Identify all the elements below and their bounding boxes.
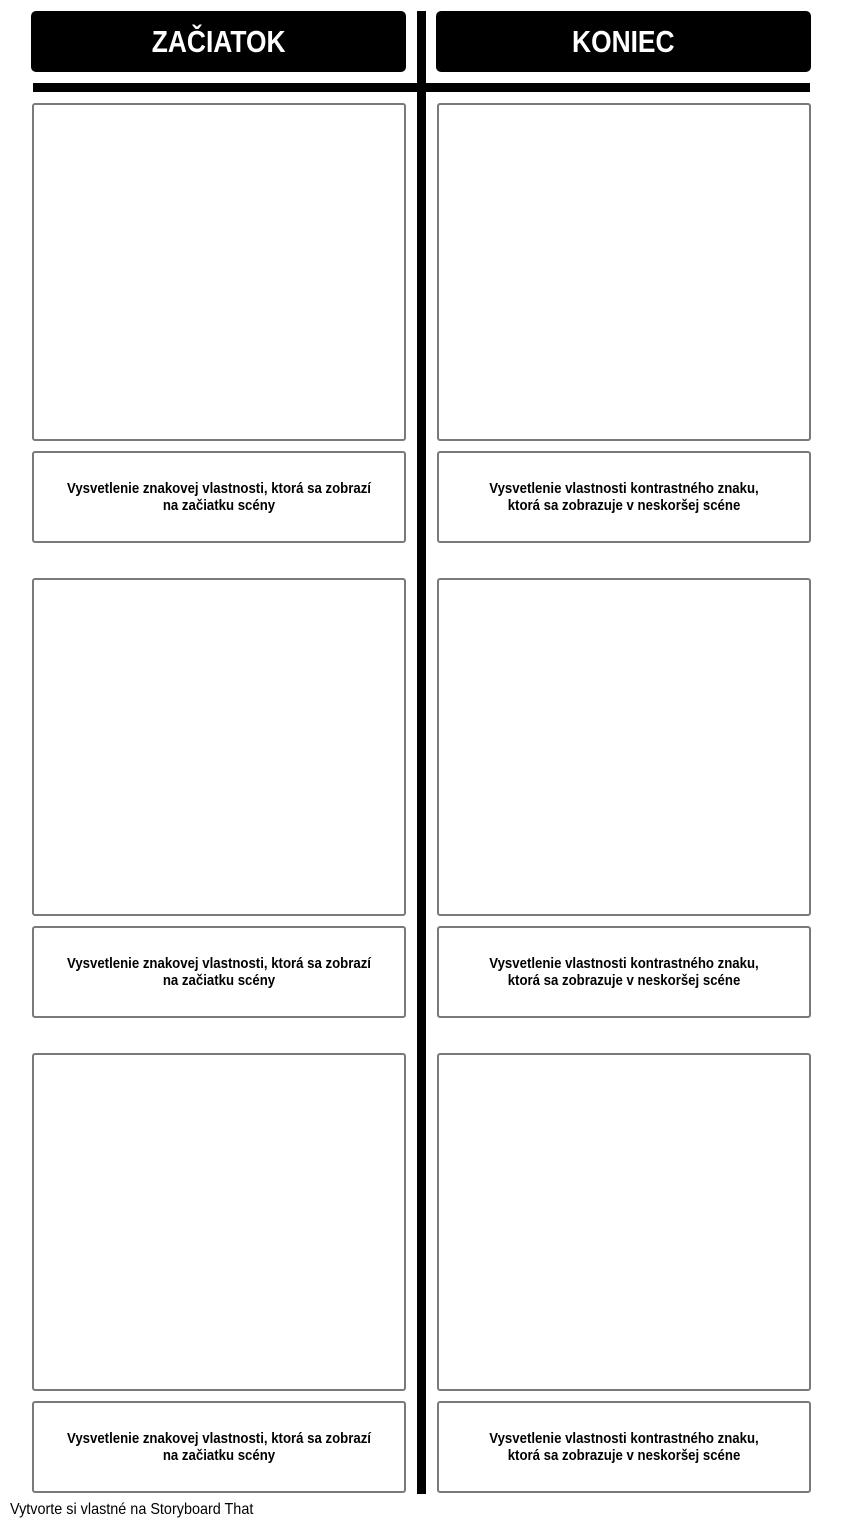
column-header-end-label: KONIEC <box>572 23 675 59</box>
storyboard-cell-end-2[interactable] <box>437 578 811 916</box>
description-box-beginning-2[interactable] <box>32 926 406 1018</box>
column-header-beginning <box>31 11 406 72</box>
vertical-divider <box>417 11 426 1494</box>
description-box-end-2[interactable] <box>437 926 811 1018</box>
storyboard-cell-beginning-2[interactable] <box>32 578 406 916</box>
description-text: Vysvetlenie znakovej vlastnosti, ktorá sa zobrazí na začiatku scény <box>67 480 371 514</box>
description-text: Vysvetlenie vlastnosti kontrastného znaku, ktorá sa zobrazuje v neskoršej scéne <box>489 955 759 989</box>
description-text: Vysvetlenie vlastnosti kontrastného znaku, ktorá sa zobrazuje v neskoršej scéne <box>489 480 759 514</box>
storyboard-cell-beginning-1[interactable] <box>32 103 406 441</box>
footer-credit: Vytvorte si vlastné na Storyboard That <box>10 1501 254 1518</box>
column-header-beginning-label: ZAČIATOK <box>151 23 286 59</box>
storyboard-cell-end-1[interactable] <box>437 103 811 441</box>
description-text: Vysvetlenie znakovej vlastnosti, ktorá sa zobrazí na začiatku scény <box>67 955 371 989</box>
description-text: Vysvetlenie znakovej vlastnosti, ktorá sa zobrazí na začiatku scény <box>67 1430 371 1464</box>
description-box-end-3[interactable] <box>437 1401 811 1493</box>
storyboard-cell-end-3[interactable] <box>437 1053 811 1391</box>
description-box-beginning-3[interactable] <box>32 1401 406 1493</box>
description-text: Vysvetlenie vlastnosti kontrastného znaku, ktorá sa zobrazuje v neskoršej scéne <box>489 1430 759 1464</box>
description-box-beginning-1[interactable] <box>32 451 406 543</box>
column-header-end <box>436 11 811 72</box>
storyboard-cell-beginning-3[interactable] <box>32 1053 406 1391</box>
description-box-end-1[interactable] <box>437 451 811 543</box>
